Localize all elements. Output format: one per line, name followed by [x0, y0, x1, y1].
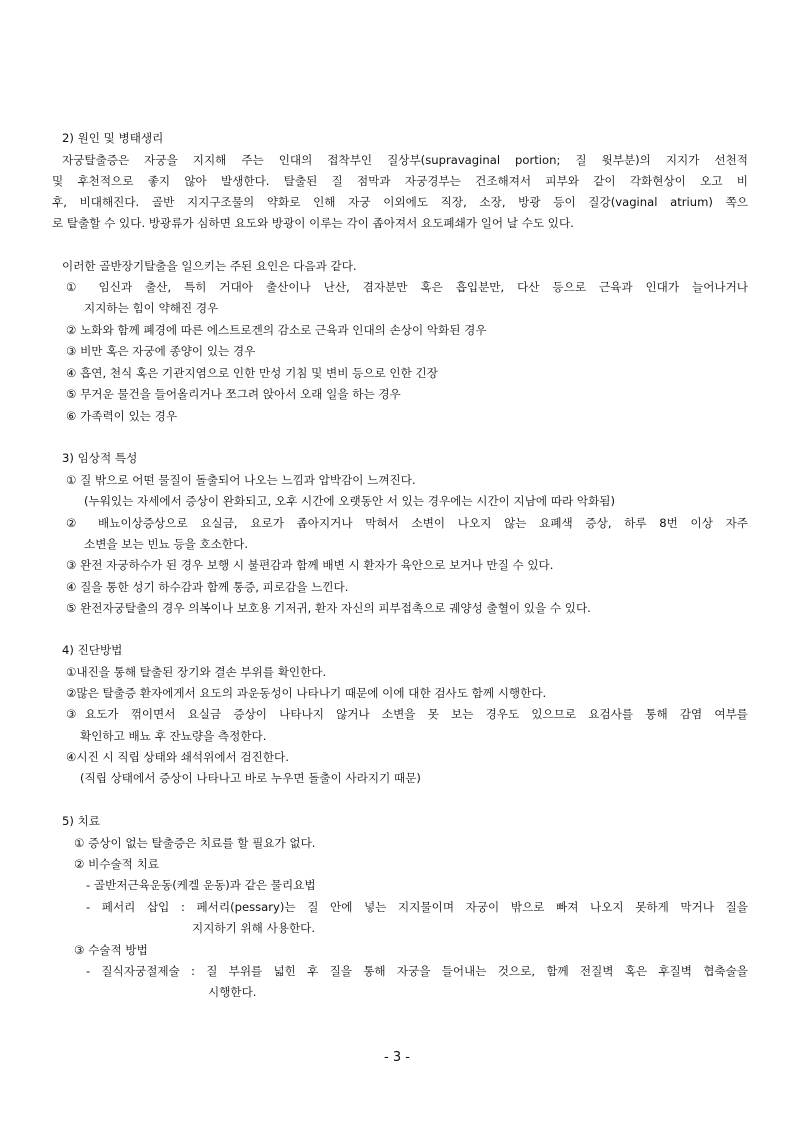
feature-item-4: ④ 질을 통한 성기 하수감과 함께 통증, 피로감을 느낀다. — [66, 580, 349, 594]
treatment-subitem-surgery: - 질식자궁절제술 : 질 부위를 넓힌 후 질을 통해 자궁을 들어내는 것으로, 함께 전질벽 혹은 후질벽 협축술을 — [86, 964, 748, 978]
para1-line-3: 후, 비대해진다. 골반 지지구조물의 약화로 인해 자궁 이외에도 직장, 소장, 방광 등이 질강(vaginal atrium) 쪽으 — [52, 195, 748, 209]
cause-item-4: ④ 흡연, 천식 혹은 기관지염으로 인한 만성 기침 및 변비 등으로 인한 긴장 — [66, 366, 438, 380]
feature-item-1-note: (누워있는 자세에서 증상이 완화되고, 오후 시간에 오랫동안 서 있는 경우에는 시간이 지남에 따라 악화됨) — [84, 494, 616, 508]
feature-item-2-cont: 소변을 보는 빈뇨 등을 호소한다. — [84, 537, 249, 551]
section-2-heading: 2) 원인 및 병태생리 — [62, 131, 164, 145]
feature-item-3: ③ 완전 자궁하수가 된 경우 보행 시 불편감과 함께 배변 시 환자가 육안으로 보거나 만질 수 있다. — [66, 558, 554, 572]
para1-line-1: 자궁탈출증은 자궁을 지지해 주는 인대의 접착부인 질상부(supravaginal portion; 질 윗부분)의 지지가 선천적 — [62, 153, 748, 167]
diagnosis-item-4: ④시진 시 직립 상태와 쇄석위에서 검진한다. — [66, 750, 289, 764]
page-number: - 3 - — [384, 1050, 410, 1065]
feature-item-1: ① 질 밖으로 어떤 물질이 돌출되어 나오는 느낌과 압박감이 느껴진다. — [66, 473, 416, 487]
para1-line-4: 로 탈출할 수 있다. 방광류가 심하면 요도와 방광이 이루는 각이 좁아져서 요도폐쇄가 일어 날 수도 있다. — [52, 216, 574, 230]
treatment-item-1: ① 증상이 없는 탈출증은 치료를 할 필요가 없다. — [74, 836, 316, 850]
diagnosis-item-4-note: (직립 상태에서 증상이 나타나고 바로 누우면 돌출이 사라지기 때문) — [80, 771, 421, 785]
cause-item-6: ⑥ 가족력이 있는 경우 — [66, 409, 178, 423]
treatment-item-2: ② 비수술적 치료 — [74, 857, 159, 871]
diagnosis-item-2: ②많은 탈출증 환자에게서 요도의 과운동성이 나타나기 때문에 이에 대한 검사도 함께 시행한다. — [66, 686, 547, 700]
treatment-item-3: ③ 수술적 방법 — [74, 943, 148, 957]
section-4-heading: 4) 진단방법 — [62, 643, 123, 657]
diagnosis-item-1: ①내진을 통해 탈출된 장기와 결손 부위를 확인한다. — [66, 665, 327, 679]
treatment-subitem-pessary: - 페서리 삽입 : 페서리(pessary)는 질 안에 넣는 지지물이며 자궁이 밖으로 빠져 나오지 못하게 막거나 질을 — [86, 900, 748, 914]
para1-line-2: 및 후천적으로 좋지 않아 발생한다. 탈출된 질 점막과 자궁경부는 건조해져서 피부와 같이 각화현상이 오고 비 — [52, 174, 748, 188]
feature-item-2: ② 배뇨이상증상으로 요실금, 요로가 좁아지거나 막혀서 소변이 나오지 않는 요폐색 증상, 하루 8번 이상 자주 — [66, 516, 748, 530]
diagnosis-item-3: ③요도가 꺾이면서 요실금 증상이 나타나지 않거나 소변을 못 보는 경우도 있으므로 요검사를 통해 감염 여부를 — [66, 707, 748, 721]
treatment-subitem-surgery-cont: 시행한다. — [208, 985, 257, 999]
cause-item-2: ② 노화와 함께 폐경에 따른 에스트로겐의 감소로 근육과 인대의 손상이 악화된 경우 — [66, 323, 487, 337]
feature-item-5: ⑤ 완전자궁탈출의 경우 의복이나 보호용 기저귀, 환자 자신의 피부접촉으로 궤양성 출혈이 있을 수 있다. — [66, 601, 591, 615]
cause-item-1: ① 임신과 출산, 특히 거대아 출산이나 난산, 겸자분만 혹은 흡입분만, 다산 등으로 근육과 인대가 늘어나거나 — [66, 280, 748, 294]
section-5-heading: 5) 치료 — [62, 814, 100, 828]
cause-item-1-cont: 지지하는 힘이 약해진 경우 — [84, 301, 219, 315]
cause-item-5: ⑤ 무거운 물건을 들어올리거나 쪼그려 앉아서 오래 일을 하는 경우 — [66, 387, 401, 401]
treatment-subitem-exercise: - 골반저근육운동(케겔 운동)과 같은 물리요법 — [86, 878, 316, 892]
section-3-heading: 3) 임상적 특성 — [62, 451, 138, 465]
treatment-subitem-pessary-cont: 지지하기 위해 사용한다. — [192, 921, 316, 935]
cause-item-3: ③ 비만 혹은 자궁에 종양이 있는 경우 — [66, 344, 256, 358]
causes-intro: 이러한 골반장기탈출을 일으키는 주된 요인은 다음과 같다. — [62, 259, 357, 273]
diagnosis-item-3-cont: 확인하고 배뇨 후 잔뇨량을 측정한다. — [80, 729, 267, 743]
